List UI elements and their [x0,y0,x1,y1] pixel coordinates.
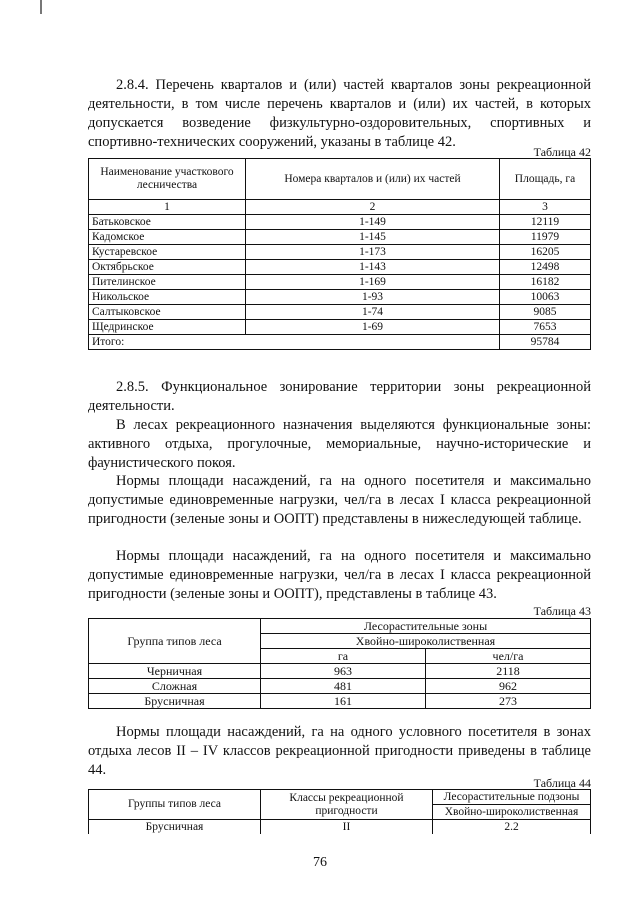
paragraph-norms-2: Нормы площади насаждений, га на одного посетителя и максимально допустимые единовременные нагрузки, чел/га в лесах I класса рекреационной пригодности (зеленые зоны и ООПТ), представлены в таблице 43. [88,548,591,602]
t42-quarters: 1-93 [246,290,500,305]
t42-header-area: Площадь, га [500,159,591,200]
table-row [89,260,591,275]
t42-name: Пителинское [89,275,246,290]
paragraph-2-8-4: 2.8.4. Перечень кварталов и (или) частей кварталов зоны рекреационной деятельности, в том числе перечень кварталов и (или) их частей, в которых допускается возведение физкультурно-оздоровительных, спортивных и спортивно-технических сооружений, указаны в таблице 42. [88,77,591,150]
t43-ha: 481 [261,679,426,694]
t42-area: 11979 [500,230,591,245]
t42-quarters: 1-145 [246,230,500,245]
t42-area: 12119 [500,215,591,230]
table-row [89,679,591,694]
t43-group-header: Группа типов леса [89,619,261,664]
t43-unit-per-ha: чел/га [426,649,591,664]
scan-mark [40,0,42,14]
t42-area: 10063 [500,290,591,305]
table-row [89,290,591,305]
t42-area: 12498 [500,260,591,275]
t42-name: Батьковское [89,215,246,230]
paragraph-norms-3: Нормы площади насаждений, га на одного условного посетителя в зонах отдыха лесов II – IV классов рекреационной пригодности приведены в таблице 44. [88,724,591,778]
t42-name: Кадомское [89,230,246,245]
t42-colnum-1: 1 [89,200,246,215]
table-43-caption: Таблица 43 [533,604,591,618]
page-number: 76 [313,855,327,870]
t42-name: Салтыковское [89,305,246,320]
table-row [89,275,591,290]
paragraph-zones: В лесах рекреационного назначения выделяются функциональные зоны: активного отдыха, прогулочные, мемориальные, научно-исторические и фаунистического покоя. [88,417,591,471]
t42-colnum-2: 2 [246,200,500,215]
t43-per-ha: 962 [426,679,591,694]
table-44 [88,789,591,834]
t43-ha: 963 [261,664,426,679]
table-row [89,664,591,679]
t42-quarters: 1-74 [246,305,500,320]
t42-total-value: 95784 [500,335,591,350]
table-row [89,320,591,335]
paragraph-norms-1: Нормы площади насаждений, га на одного посетителя и максимально допустимые единовременные нагрузки, чел/га в лесах I класса рекреационной пригодности (зеленые зоны и ООПТ) представлены в нижеследующей таблице. [88,473,591,527]
t42-colnum-3: 3 [500,200,591,215]
t43-subzone-header: Хвойно-широколиственная [261,634,591,649]
t42-area: 7653 [500,320,591,335]
t42-area: 16182 [500,275,591,290]
table-42-caption: Таблица 42 [533,145,591,159]
t42-area: 9085 [500,305,591,320]
table-42 [88,158,591,350]
table-row [89,215,591,230]
t43-zone-header: Лесорастительные зоны [261,619,591,634]
t44-class-header: Классы рекреационной пригодности [261,790,433,820]
table-row [89,694,591,709]
t43-type: Сложная [89,679,261,694]
t42-quarters: 1-143 [246,260,500,275]
table-44-caption: Таблица 44 [533,776,591,790]
t42-area: 16205 [500,245,591,260]
table-row [89,245,591,260]
t42-name: Кустаревское [89,245,246,260]
t42-name: Никольское [89,290,246,305]
t44-type: Брусничная [89,820,261,835]
t44-class: II [261,820,433,835]
t44-subzone-header: Хвойно-широколиственная [433,805,591,820]
t42-quarters: 1-149 [246,215,500,230]
paragraph-2-8-5: 2.8.5. Функциональное зонирование территории зоны рекреационной деятельности. [88,379,591,414]
t42-header-forestry: Наименование участкового лесничества [89,159,246,200]
t43-per-ha: 2118 [426,664,591,679]
t43-per-ha: 273 [426,694,591,709]
t42-header-quarters: Номера кварталов и (или) их частей [246,159,500,200]
t42-name: Щедринское [89,320,246,335]
t42-total-label: Итого: [89,335,500,350]
t44-zone-header: Лесорастительные подзоны [433,790,591,805]
table-row [89,230,591,245]
t42-quarters: 1-169 [246,275,500,290]
table-row [89,305,591,320]
table-43 [88,618,591,709]
t43-unit-ha: га [261,649,426,664]
t43-ha: 161 [261,694,426,709]
t43-type: Брусничная [89,694,261,709]
t44-value: 2.2 [433,820,591,835]
t42-quarters: 1-69 [246,320,500,335]
t42-name: Октябрьское [89,260,246,275]
t42-quarters: 1-173 [246,245,500,260]
table-row [89,820,591,835]
t43-type: Черничная [89,664,261,679]
t44-group-header: Группы типов леса [89,790,261,820]
